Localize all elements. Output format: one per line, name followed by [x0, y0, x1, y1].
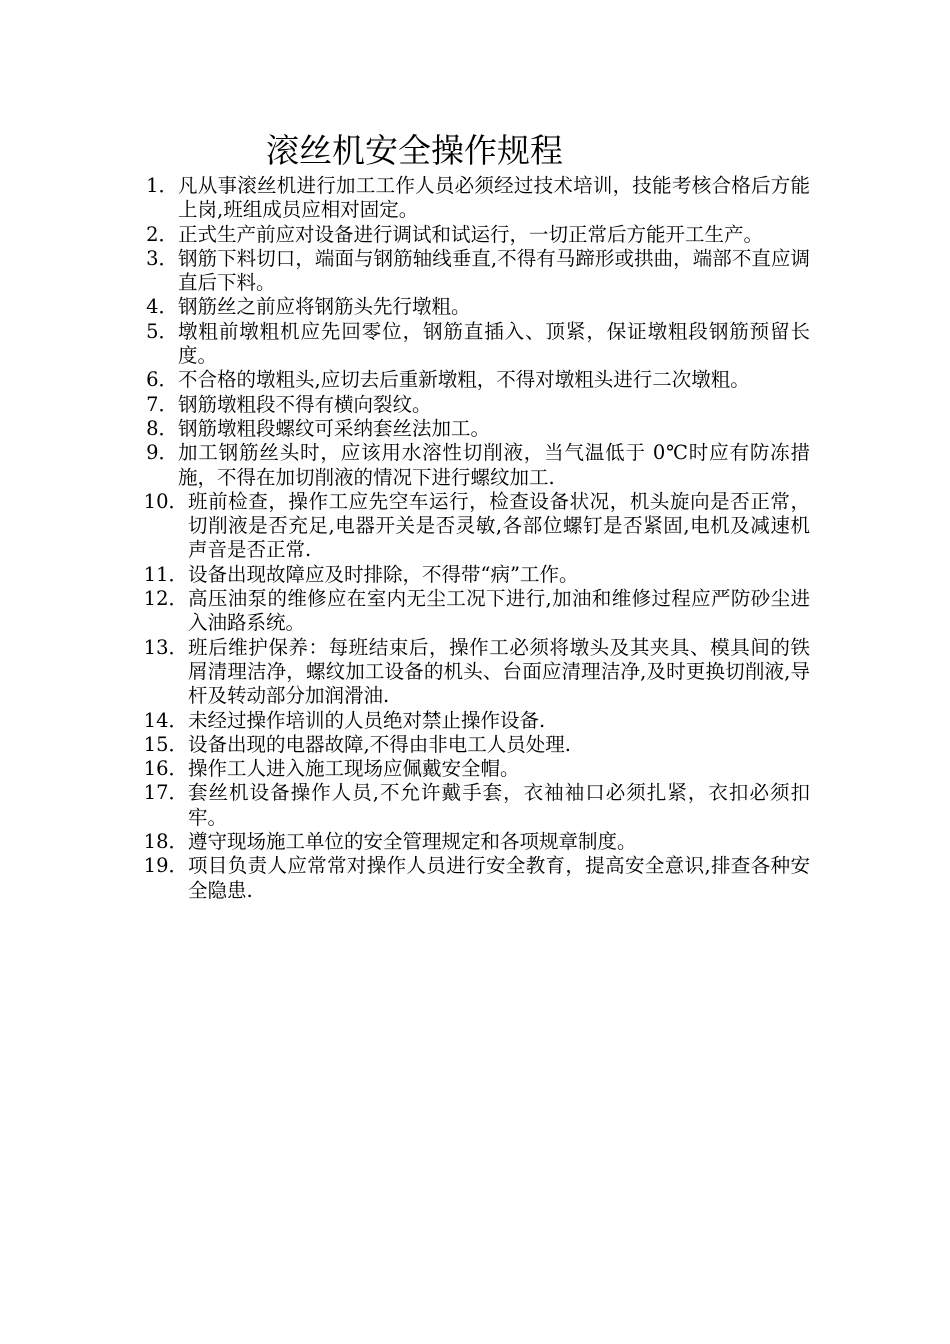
rule-text: 正式生产前应对设备进行调试和试运行，一切正常后方能开工生产。 — [178, 222, 764, 246]
rule-text: 遵守现场施工单位的安全管理规定和各项规章制度。 — [188, 830, 637, 854]
rule-number: 4． — [146, 295, 178, 319]
rule-number: 7． — [146, 392, 178, 416]
rule-item — [142, 733, 810, 757]
rule-item — [142, 295, 810, 319]
rule-number: 19． — [143, 854, 188, 878]
rule-number: 9． — [146, 441, 178, 465]
rule-text: 套丝机设备操作人员,不允许戴手套，衣袖袖口必须扎紧，衣扣必须扣牢。 — [188, 781, 810, 829]
rule-text: 钢筋墩粗段不得有横向裂纹。 — [178, 392, 432, 416]
rule-item — [142, 393, 810, 417]
rule-item — [142, 247, 810, 296]
rule-number: 8． — [146, 416, 178, 440]
rule-item — [142, 320, 810, 369]
rule-number: 16． — [143, 757, 188, 781]
rule-item — [142, 636, 810, 709]
rule-text: 设备出现的电器故障,不得由非电工人员处理. — [188, 732, 571, 756]
rule-text: 项目负责人应常常对操作人员进行安全教育，提高安全意识,排查各种安全隐患. — [188, 854, 810, 902]
rule-number: 6． — [146, 368, 178, 392]
rule-item — [142, 368, 810, 392]
rule-number: 5． — [146, 319, 178, 343]
rule-item — [142, 587, 810, 636]
rule-item — [142, 441, 810, 490]
rule-item — [142, 174, 810, 223]
rule-item — [142, 781, 810, 830]
rule-text: 设备出现故障应及时排除，不得带“病”工作。 — [188, 562, 579, 586]
rule-text: 未经过操作培训的人员绝对禁止操作设备. — [188, 708, 546, 732]
rule-text: 钢筋下料切口，端面与钢筋轴线垂直,不得有马蹄形或拱曲，端部不直应调直后下料。 — [178, 246, 810, 295]
rule-item — [142, 563, 810, 587]
rule-text: 班前检查，操作工应先空车运行，检查设备状况，机头旋向是否正常，切削液是否充足,电器开关是否灵敏,各部位螺钉是否紧固,电机及减速机声音是否正常. — [188, 489, 810, 562]
rule-item — [142, 417, 810, 441]
rule-text: 钢筋丝之前应将钢筋头先行墩粗。 — [178, 295, 471, 319]
rule-item — [142, 223, 810, 247]
rule-text: 班后维护保养：每班结束后，操作工必须将墩头及其夹具、模具间的铁屑清理洁净，螺纹加工设备的机头、台面应清理洁净,及时更换切削液,导杆及转动部分加润滑油. — [188, 635, 810, 708]
rule-text: 加工钢筋丝头时，应该用水溶性切削液，当气温低于 0℃时应有防冻措施，不得在加切削液的情况下进行螺纹加工. — [178, 441, 810, 489]
rule-item — [142, 490, 810, 563]
rules-list — [142, 174, 810, 903]
rule-item — [142, 709, 810, 733]
rule-text: 墩粗前墩粗机应先回零位，钢筋直插入、顶紧，保证墩粗段钢筋预留长度。 — [178, 319, 810, 368]
rule-number: 1． — [146, 174, 178, 197]
rule-item — [142, 854, 810, 903]
rule-number: 13． — [143, 635, 188, 659]
rule-number: 17． — [143, 781, 188, 805]
rule-number: 3． — [146, 246, 178, 270]
rule-text: 不合格的墩粗头,应切去后重新墩粗，不得对墩粗头进行二次墩粗。 — [178, 368, 750, 392]
rule-text: 凡从事滚丝机进行加工工作人员必须经过技术培训，技能考核合格后方能上岗,班组成员应相对固定。 — [178, 174, 810, 222]
rule-number: 14． — [143, 708, 188, 732]
rule-item — [142, 830, 810, 854]
rule-number: 10． — [143, 489, 188, 513]
rule-text: 钢筋墩粗段螺纹可采纳套丝法加工。 — [178, 416, 491, 440]
rule-item — [142, 757, 810, 781]
document-title: 滚丝机安全操作规程 — [266, 131, 563, 170]
rule-number: 2． — [146, 222, 178, 246]
rule-number: 15． — [143, 732, 188, 756]
rule-number: 12． — [143, 587, 188, 611]
rule-text: 高压油泵的维修应在室内无尘工况下进行,加油和维修过程应严防砂尘进入油路系统。 — [188, 587, 810, 635]
rule-text: 操作工人进入施工现场应佩戴安全帽。 — [188, 757, 520, 781]
rule-number: 18． — [143, 830, 188, 854]
rule-number: 11． — [143, 562, 188, 586]
